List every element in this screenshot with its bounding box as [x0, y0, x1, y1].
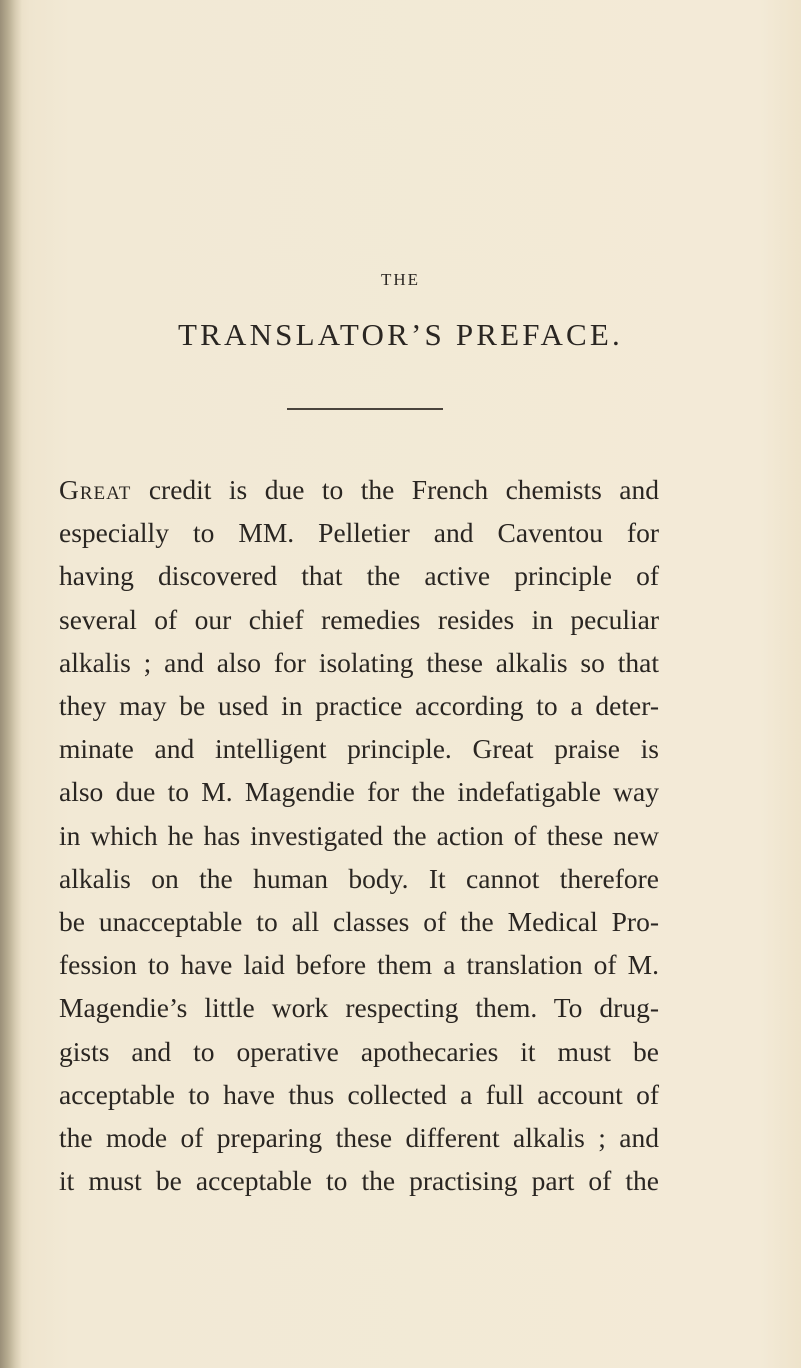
text-line: in which he has investigated the action of these new: [59, 819, 659, 851]
title-rule: [287, 408, 443, 410]
heading-the: THE: [380, 270, 421, 289]
text-line: [59, 468, 659, 511]
text-line: acceptable to have thus collected a full account of: [59, 1078, 659, 1110]
text-line: they may be used in practice according to a deter-: [59, 690, 659, 722]
text-line: gists and to operative apothecaries it must be: [59, 1035, 659, 1067]
text-line: having discovered that the active principle of: [59, 560, 659, 592]
text-line: Magendie’s little work respecting them. To drug-: [59, 992, 659, 1024]
text-line-rest: credit is due to the French chemists and: [148, 474, 659, 505]
text-line: especially to MM. Pelletier and Caventou for: [59, 517, 659, 549]
text-line: it must be acceptable to the practising part of the: [59, 1165, 659, 1197]
text-line: minate and intelligent principle. Great praise is: [59, 733, 659, 765]
text-line: be unacceptable to all classes of the Medical Pro-: [59, 906, 659, 938]
text-line: several of our chief remedies resides in peculiar: [59, 603, 659, 635]
text-line: fession to have laid before them a translation of M.: [59, 949, 659, 981]
text-line: alkalis ; and also for isolating these alkalis so that: [59, 646, 659, 678]
text-line: the mode of preparing these different alkalis ; and: [59, 1122, 659, 1154]
text-line: alkalis on the human body. It cannot therefore: [59, 862, 659, 894]
binding-edge: [0, 0, 22, 1368]
text-line: also due to M. Magendie for the indefatigable way: [59, 776, 659, 808]
page-title: TRANSLATOR’S PREFACE.: [177, 317, 623, 352]
preface-paragraph: [59, 468, 659, 1202]
drop-word: Great: [59, 474, 132, 505]
